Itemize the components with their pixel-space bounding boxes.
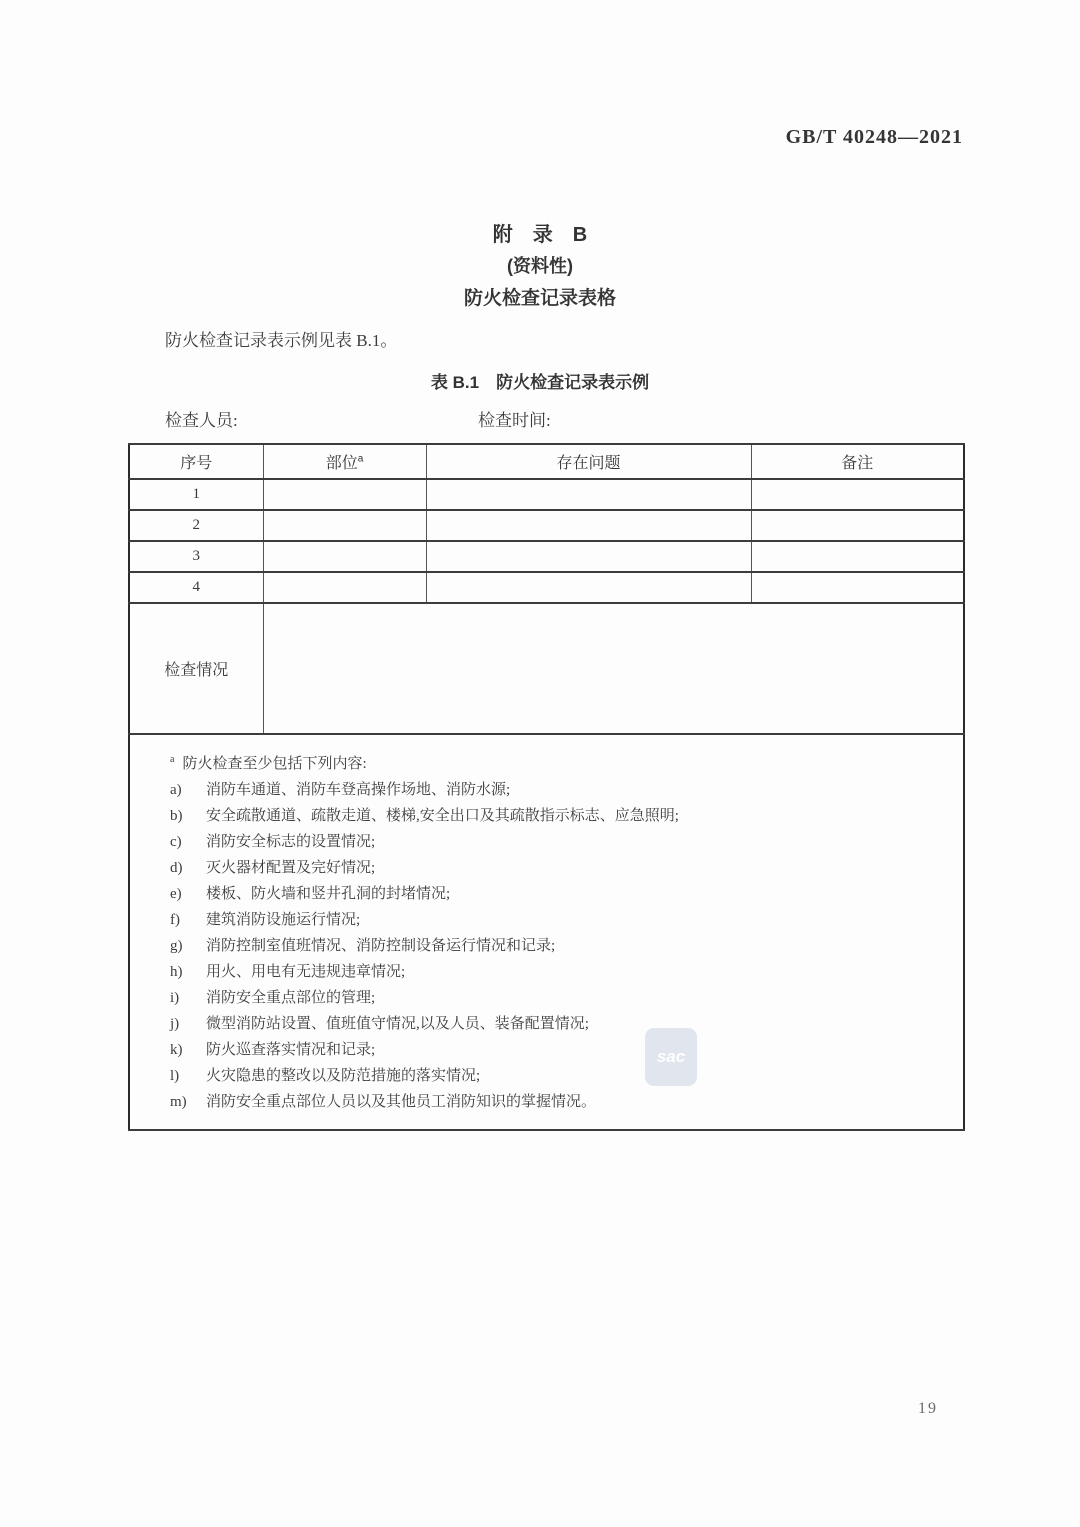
sac-watermark [645, 1028, 697, 1086]
footnote-item [170, 881, 943, 907]
appendix-subtitle-table-name: 防火检查记录表格 [463, 288, 616, 309]
fire-inspection-record-table [128, 443, 965, 1131]
table-header-row [129, 444, 964, 479]
footnote-item-label: b) [170, 808, 183, 824]
footnote-item-label: c) [170, 834, 182, 850]
location-cell [263, 479, 426, 510]
serial-cell: 3 [129, 541, 263, 572]
table-meta-row [0, 406, 1080, 430]
inspection-situation-row [129, 603, 964, 734]
appendix-title: 附 录 B [492, 224, 588, 246]
header-remarks: 备注 [751, 444, 964, 479]
footnote-item-text: 微型消防站设置、值班值守情况,以及人员、装备配置情况; [206, 1016, 589, 1032]
appendix-subtitle-informative: (资料性) [507, 256, 573, 276]
problems-cell [426, 479, 751, 510]
remarks-cell [751, 541, 964, 572]
footnote-item-text: 消防安全重点部位的管理; [206, 990, 376, 1006]
sac-watermark-text: sac [656, 1047, 686, 1066]
footnote-item [170, 829, 943, 855]
footnote-item-text: 安全疏散通道、疏散走道、楼梯,安全出口及其疏散指示标志、应急照明; [206, 808, 679, 824]
page-number: 19 [918, 1400, 938, 1417]
footnote-item-label: f) [170, 912, 180, 928]
footnote-item-label: j) [170, 1016, 180, 1032]
intro-paragraph: 防火检查记录表示例见表 B.1。 [165, 331, 398, 350]
serial-cell: 1 [129, 479, 263, 510]
footnote-item [170, 933, 943, 959]
problems-cell [426, 572, 751, 603]
problems-cell [426, 541, 751, 572]
footnote-cell [129, 734, 964, 1130]
footnote-marker: a [170, 754, 175, 765]
remarks-cell [751, 572, 964, 603]
problems-cell [426, 510, 751, 541]
standard-number: GB/T 40248—2021 [785, 126, 963, 148]
table-row [129, 572, 964, 603]
footnote-item-text: 灭火器材配置及完好情况; [206, 860, 376, 876]
location-cell [263, 510, 426, 541]
location-cell [263, 572, 426, 603]
footnote-row [129, 734, 964, 1130]
footnote-item-text: 消防安全标志的设置情况; [206, 834, 376, 850]
header-location-text: 部位 [325, 455, 358, 472]
footnote-item-text: 消防车通道、消防车登高操作场地、消防水源; [206, 782, 511, 798]
remarks-cell [751, 510, 964, 541]
table-row [129, 541, 964, 572]
inspection-situation-label: 检查情况 [129, 603, 263, 734]
footnote-item [170, 1063, 943, 1089]
footnote-item-label: m) [170, 1094, 187, 1110]
footnote-item [170, 985, 943, 1011]
footnote-item-text: 楼板、防火墙和竖井孔洞的封堵情况; [206, 886, 451, 902]
footnote-item [170, 1037, 943, 1063]
location-cell [263, 541, 426, 572]
table-row [129, 510, 964, 541]
inspection-situation-cell [263, 603, 964, 734]
footnote-item [170, 777, 943, 803]
footnote-item-label: l) [170, 1068, 180, 1084]
inspector-label: 检查人员: [165, 411, 238, 430]
footnote-item-label: d) [170, 860, 183, 876]
footnote-item-text: 防火巡查落实情况和记录; [206, 1042, 376, 1058]
footnote-item [170, 803, 943, 829]
footnote-item-label: e) [170, 886, 182, 902]
footnote-item-label: h) [170, 964, 183, 980]
footnote-item-text: 用火、用电有无违规违章情况; [206, 964, 406, 980]
footnote-item-label: k) [170, 1042, 183, 1058]
footnote-item [170, 959, 943, 985]
footnote-item-label: i) [170, 990, 180, 1006]
footnote-item-text: 火灾隐患的整改以及防范措施的落实情况; [206, 1068, 481, 1084]
inspection-time-label: 检查时间: [478, 411, 551, 430]
footnote-item-text: 建筑消防设施运行情况; [206, 912, 361, 928]
header-problems: 存在问题 [426, 444, 751, 479]
serial-cell: 2 [129, 510, 263, 541]
header-serial-number: 序号 [129, 444, 263, 479]
footnote-item [170, 907, 943, 933]
footnote-title-line [170, 747, 943, 777]
header-location [263, 444, 426, 479]
footnote-item-text: 消防控制室值班情况、消防控制设备运行情况和记录; [206, 938, 556, 954]
footnote-item [170, 1011, 943, 1037]
footnote-item [170, 855, 943, 881]
remarks-cell [751, 479, 964, 510]
footnote-item [170, 1089, 943, 1115]
serial-cell: 4 [129, 572, 263, 603]
footnote-item-text: 消防安全重点部位人员以及其他员工消防知识的掌握情况。 [206, 1094, 597, 1110]
footnote-item-label: a) [170, 782, 182, 798]
table-caption: 表 B.1 防火检查记录表示例 [430, 373, 650, 392]
table-row [129, 479, 964, 510]
footnote-title-text: 防火检查至少包括下列内容: [182, 756, 367, 772]
header-footnote-marker: a [357, 453, 364, 465]
footnote-item-label: g) [170, 938, 183, 954]
